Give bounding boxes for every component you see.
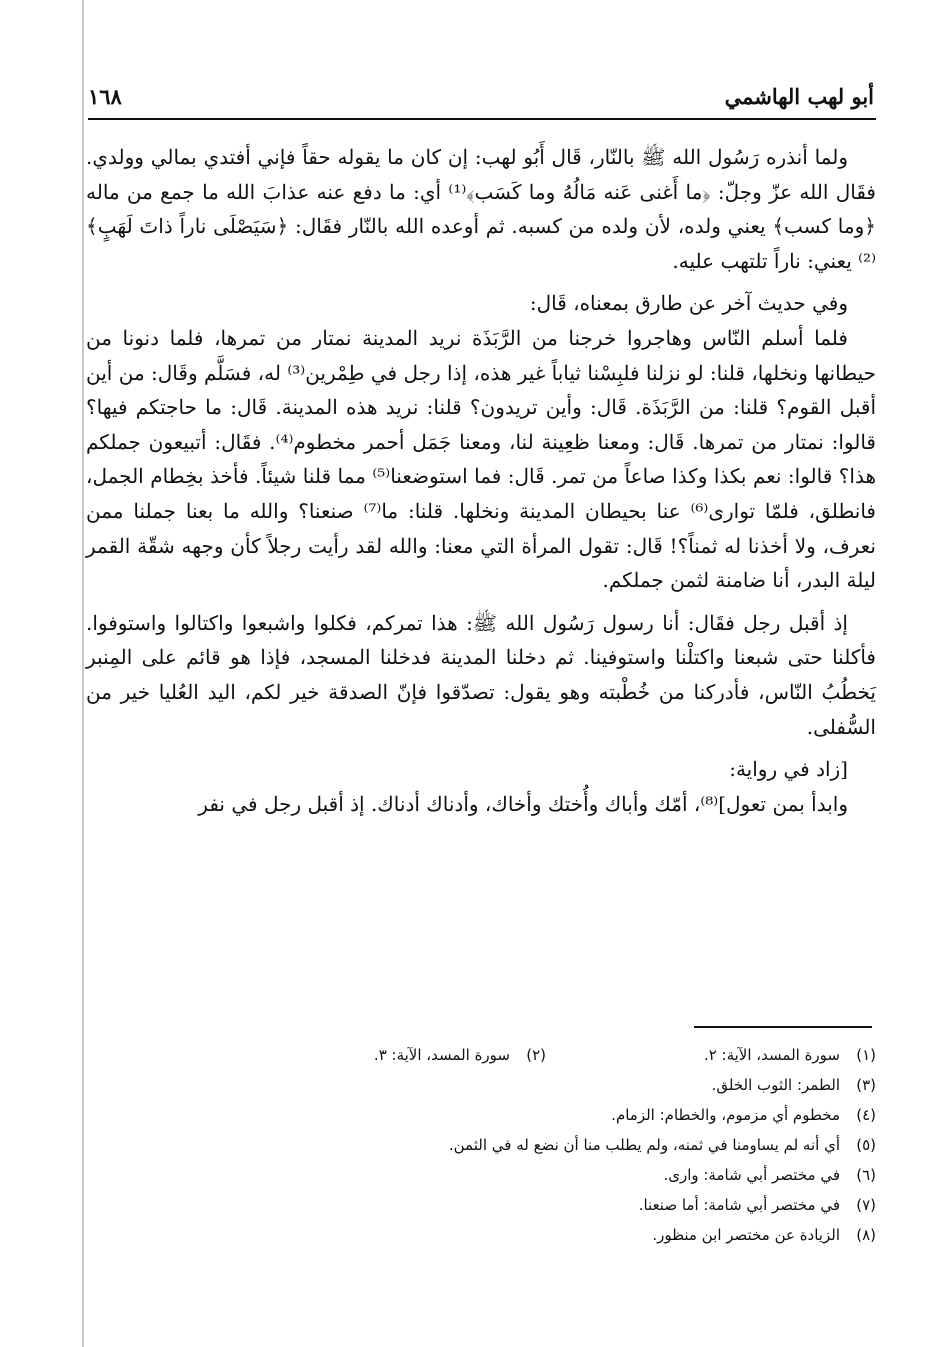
footnote-number: (٥): [856, 1136, 876, 1154]
footnote-text: أي أنه لم يساومنا في ثمنه، ولم يطلب منا أن نضع له في الثمن.: [448, 1136, 840, 1154]
scan-edge-line: [82, 0, 84, 1347]
paragraph-5: [زاد في رواية:: [729, 757, 848, 782]
footnote-text: الزيادة عن مختصر ابن منظور.: [652, 1226, 840, 1244]
footnote-8: [86, 1220, 876, 1250]
footnote-text: الطمر: الثوب الخلق.: [711, 1076, 840, 1094]
footnote-text: في مختصر أبي شامة: أما صنعنا.: [638, 1196, 840, 1214]
main-text: [86, 140, 876, 821]
footnote-3: [86, 1070, 876, 1100]
running-header: [88, 84, 874, 118]
footnote-text: سورة المسد، الآية: ٣.: [373, 1046, 510, 1064]
footnote-text: مخطوم أي مزموم، والخطام: الزمام.: [611, 1106, 840, 1124]
footnote-text: سورة المسد، الآية: ٢.: [703, 1046, 840, 1064]
footnote-5: [86, 1130, 876, 1160]
footnote-7: [86, 1190, 876, 1220]
paragraph-1: ولما أنذره رَسُول الله ﷺ بالنّار، قَال أَبُو لهب: إن كان ما يقوله حقاً فإني أفتدي بمالي وولدي. فقَال الله عزّ وجلّ: ﴿ما أَغنى عَنه مَالُهُ وما كَسَب﴾⁽¹⁾ أي: ما دفع عنه عذابَ الله ما جمع من ماله ﴿وما كسب﴾ يعني ولده، لأن ولده من كسبه. ثم أوعده الله بالنّار فقَال: ﴿سَيَصْلَى ناراً ذاتَ لَهَبٍ﴾⁽²⁾ يعني: ناراً تلتهب عليه.: [86, 145, 876, 273]
footnote-4: [86, 1100, 876, 1130]
paragraph-2: وفي حديث آخر عن طارق بمعناه، قَال:: [529, 291, 848, 316]
footnote-number: (١): [856, 1046, 876, 1064]
footnote-number: (٣): [856, 1076, 876, 1094]
footnote-number: (٤): [856, 1106, 876, 1124]
footnote-pair-row: [86, 1040, 876, 1070]
header-rule: [88, 118, 876, 120]
footnotes: [86, 1040, 876, 1250]
paragraph-3: فلما أسلم النّاس وهاجروا خرجنا من الرَّبَذَة نريد المدينة نمتار من تمرها، فلما دنونا من حيطانها ونخلها، قلنا: لو نزلنا فلبِسْنا ثياباً غير هذه، إذا رجل في طِمْرين⁽³⁾ له، فسَلَّم وقَال: من أين أقبل القوم؟ قلنا: من الرَّبَذَة. قَال: وأين تريدون؟ قلنا: نريد هذه المدينة. قَال: ما حاجتكم فيها؟ قالوا: نمتار من تمرها. قَال: ومعنا ظعِينة لنا، ومعنا جَمَل أحمر مخطوم⁽⁴⁾. فقَال: أتبيعون جملكم هذا؟ قالوا: نعم بكذا وكذا صاعاً من تمر. قَال: فما استوضعنا⁽⁵⁾ مما قلنا شيئاً. فأخذ بخِطام الجمل، فانطلق، فلمّا توارى⁽⁶⁾ عنا بحيطان المدينة ونخلها. قلنا: ما⁽⁷⁾ صنعنا؟ والله ما بعنا جملنا ممن نعرف، ولا أخذنا له ثمناً؟! قَال: تقول المرأة التي معنا: والله لقد رأيت رجلاً كأن وجهه شقّة القمر ليلة البدر، أنا ضامنة لثمن جملكم.: [86, 325, 877, 593]
footnote-rule: [694, 1026, 872, 1028]
footnote-2: [246, 1046, 546, 1064]
page-number: ١٦٨: [88, 84, 122, 109]
footnote-number: (٧): [856, 1196, 876, 1214]
paragraph-4: إذ أقبل رجل فقَال: أنا رسول رَسُول الله ﷺ: هذا تمركم، فكلوا واشبعوا واكتالوا واستوفوا. فأكلنا حتى شبعنا واكتلْنا واستوفينا. ثم دخلنا المدينة فدخلنا المسجد، فإذا هو قائم على المِنبر يَخطُبُ النّاس، فأدركنا من خُطْبته وهو يقول: تصدّقوا فإنّ الصدقة خير لكم، اليد العُليا خير من السُّفلى.: [86, 610, 876, 739]
footnote-number: (٦): [856, 1166, 876, 1184]
paragraph-6: وابدأ بمن تعول]⁽⁸⁾، أمّك وأباك وأُختك وأخاك، وأدناك أدناك. إذ أقبل رجل في نفر: [198, 791, 848, 816]
footnote-6: [86, 1160, 876, 1190]
footnote-1: [546, 1046, 876, 1064]
footnote-number: (٢): [526, 1046, 546, 1064]
running-title: أبو لهب الهاشمي: [724, 84, 874, 109]
footnote-number: (٨): [856, 1226, 876, 1244]
footnote-text: في مختصر أبي شامة: وارى.: [663, 1166, 840, 1184]
